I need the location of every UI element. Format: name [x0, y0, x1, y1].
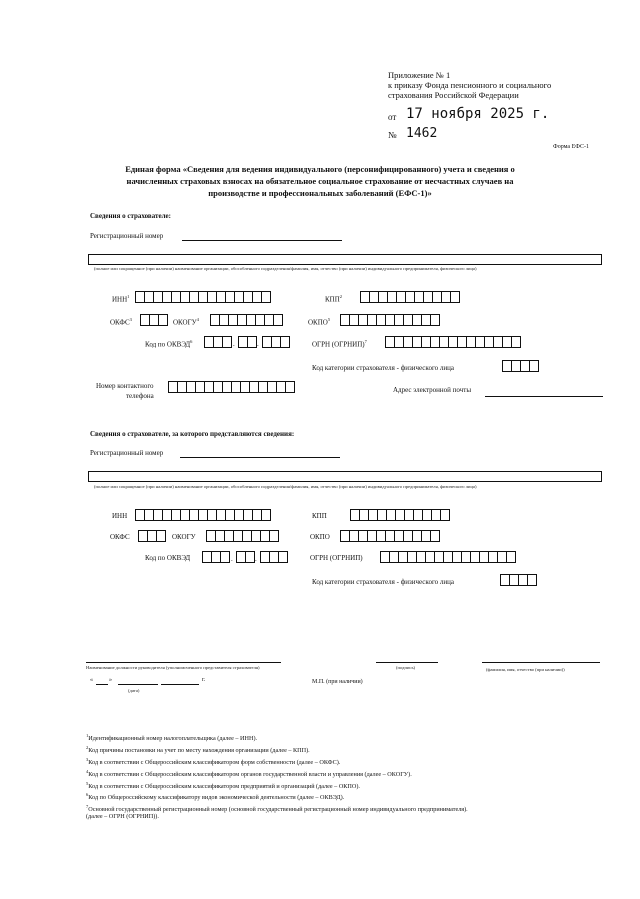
s2-okpo-cells[interactable]: [340, 530, 439, 542]
s1-okfs-cells[interactable]: [140, 314, 167, 326]
header-line-1: Приложение № 1: [388, 70, 451, 80]
s1-inn-cells[interactable]: [135, 291, 270, 303]
date-prefix: от: [388, 112, 397, 122]
s1-email-field[interactable]: [485, 396, 603, 397]
s1-kpp-label: КПП$^2$: [325, 294, 343, 304]
date-month-field[interactable]: [118, 684, 158, 685]
s1-okogu-cells[interactable]: [210, 314, 282, 326]
signature-sign-caption: (подпись): [396, 665, 416, 670]
date-day-field[interactable]: [96, 684, 108, 685]
title-line-1: Единая форма «Сведения для ведения индивидуального (персонифицированного) учета и сведения о: [125, 164, 515, 174]
date-close-quote: »: [109, 677, 112, 683]
s2-ogrn-label: ОГРН (ОГРНИП): [310, 554, 363, 562]
s2-okved-cells-2[interactable]: [236, 551, 254, 563]
s1-email-label: Адрес электронной почты: [393, 386, 472, 394]
footnote-7-cont: (далее – ОГРН (ОГРНИП)).: [86, 813, 159, 820]
s1-okved-cells-2[interactable]: [238, 336, 256, 348]
section2-reg-field[interactable]: [180, 457, 340, 458]
s1-phone-label-2: телефона: [126, 392, 154, 400]
section1-reg-field[interactable]: [182, 240, 342, 241]
section2-reg-label: Регистрационный номер: [90, 449, 164, 457]
s1-okpo-label: ОКПО$^5$: [308, 317, 331, 327]
form-code: Форма ЕФС-1: [553, 144, 589, 150]
section1-heading: Сведения о страхователе:: [90, 212, 171, 220]
s2-kpp-cells[interactable]: [350, 509, 449, 521]
footnote-3: $^3$Код в соответствии с Общероссийским классификатором форм собственности (далее – ОКФС).: [86, 757, 341, 767]
section2-heading: Сведения о страхователе, за которого представляются сведения:: [90, 430, 295, 438]
date-caption: (дата): [128, 688, 140, 693]
signature-sign-line[interactable]: [376, 662, 438, 663]
date-year-suffix: г.: [202, 677, 206, 683]
signature-position-line[interactable]: [86, 662, 281, 663]
s2-okfs-cells[interactable]: [138, 530, 165, 542]
stamp-placeholder: М.П. (при наличии): [312, 679, 363, 685]
header-line-3: страхования Российской Федерации: [388, 90, 519, 100]
s2-okved-dot-1: .: [231, 555, 233, 563]
section1-name-field[interactable]: [88, 254, 602, 265]
s1-okogu-label: ОКОГУ$^4$: [173, 317, 199, 327]
s2-inn-label: ИНН: [112, 512, 128, 520]
section2-name-caption: (полное или сокращенное (при наличии) наименование организации, обособленного подразделения/фамилия, имя, отчество (при наличии) индивидуального предпринимателя, физического лица): [94, 484, 477, 489]
section2-name-field[interactable]: [88, 471, 602, 482]
s2-ogrn-cells[interactable]: [380, 551, 515, 563]
s2-okogu-label: ОКОГУ: [172, 533, 196, 541]
section1-name-caption: (полное или сокращенное (при наличии) наименование организации, обособленного подразделения/фамилия, имя, отчество (при наличии) индивидуального предпринимателя, физического лица): [94, 266, 477, 271]
s2-okved-dot-2: .: [255, 555, 257, 563]
footnote-6: $^6$Код по Общероссийскому классификатору видов экономической деятельности (далее – ОКВЭД).: [86, 792, 345, 802]
s1-inn-label: ИНН$^1$: [112, 294, 130, 304]
s1-category-label: Код категории страхователя - физического лица: [312, 364, 454, 372]
s2-category-cells[interactable]: [500, 574, 536, 586]
signature-fio-line[interactable]: [482, 662, 600, 663]
footnote-7: $^7$Основной государственный регистрационный номер (основной государственный регистрационный номер индивидуального предпринимателя).: [86, 804, 468, 814]
title-line-2: начисленных страховых взносах на обязательное социальное страхование от несчастных случаев на: [126, 176, 514, 186]
s2-category-label: Код категории страхователя - физического лица: [312, 578, 454, 586]
footnote-2: $^2$Код причины постановки на учет по месту нахождения организации (далее – КПП).: [86, 745, 310, 755]
s1-phone-cells[interactable]: [168, 381, 294, 393]
signature-position-caption: Наименование должности руководителя (уполномоченного представителя страхователя): [86, 665, 260, 670]
s2-inn-cells[interactable]: [135, 509, 270, 521]
order-date: 17 ноября 2025 г.: [406, 106, 550, 122]
header-line-2: к приказу Фонда пенсионного и социального: [388, 80, 552, 90]
s1-okfs-label: ОКФС$^3$: [110, 317, 132, 327]
footnote-1: $^1$Идентификационный номер налогоплательщика (далее – ИНН).: [86, 733, 258, 743]
date-open-quote: «: [90, 677, 93, 683]
section1-reg-label: Регистрационный номер: [90, 232, 164, 240]
s1-okved-cells-1[interactable]: [204, 336, 231, 348]
s1-ogrn-cells[interactable]: [385, 336, 520, 348]
date-year-field[interactable]: [161, 684, 199, 685]
s1-ogrn-label: ОГРН (ОГРНИП)$^7$: [312, 339, 367, 349]
s2-okpo-label: ОКПО: [310, 533, 330, 541]
s2-okved-cells-1[interactable]: [202, 551, 229, 563]
footnote-4: $^4$Код в соответствии с Общероссийским классификатором органов государственной власти и управления (далее – ОКОГУ).: [86, 769, 412, 779]
s1-phone-label-1: Номер контактного: [96, 382, 154, 390]
s2-kpp-label: КПП: [312, 512, 327, 520]
footnote-5: $^5$Код в соответствии с Общероссийским классификатором предприятий и организаций (далее – ОКПО).: [86, 781, 360, 791]
number-prefix: №: [388, 130, 397, 140]
s1-kpp-cells[interactable]: [360, 291, 459, 303]
s2-okfs-label: ОКФС: [110, 533, 130, 541]
title-line-3: производстве и профессиональных заболеваний (ЕФС-1)»: [208, 188, 432, 198]
s1-okpo-cells[interactable]: [340, 314, 439, 326]
s1-okved-dot-2: .: [257, 340, 259, 348]
s1-okved-label: Код по ОКВЭД$^6$: [145, 339, 193, 349]
s1-okved-dot-1: .: [233, 340, 235, 348]
s1-category-cells[interactable]: [502, 360, 538, 372]
order-number: 1462: [406, 126, 438, 141]
s1-okved-cells-3[interactable]: [262, 336, 289, 348]
s2-okved-label: Код по ОКВЭД: [145, 554, 191, 562]
s2-okogu-cells[interactable]: [206, 530, 278, 542]
signature-fio-caption: (фамилия, имя, отчество (при наличии)): [486, 667, 565, 672]
s2-okved-cells-3[interactable]: [260, 551, 287, 563]
